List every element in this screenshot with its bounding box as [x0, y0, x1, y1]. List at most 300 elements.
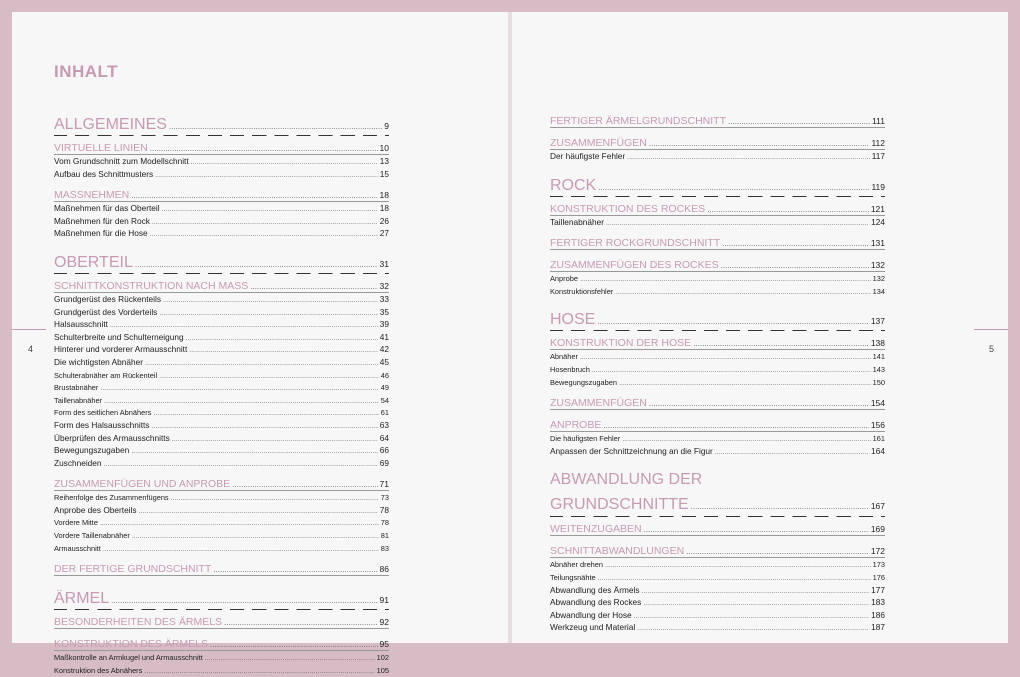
- section-rule: [550, 149, 885, 150]
- toc-entry-page: 78: [379, 504, 389, 515]
- toc-entry-page: 131: [870, 238, 885, 249]
- toc-leader-dots: [707, 205, 869, 214]
- toc-entry-title: Konstruktion des Abnähers: [54, 665, 143, 675]
- toc-leader-dots: [213, 565, 377, 574]
- toc-leader-dots: [135, 260, 378, 269]
- toc-entry-title: FERTIGER ROCKGRUNDSCHNITT: [550, 237, 721, 250]
- toc-entry-page: 143: [872, 364, 885, 374]
- toc-leader-dots: [100, 518, 379, 530]
- toc-entry[interactable]: [54, 332, 389, 345]
- toc-leader-dots: [603, 421, 868, 430]
- toc-leader-dots: [205, 653, 375, 665]
- toc-entry-title: Hinterer und vorderer Armausschnitt: [54, 344, 188, 355]
- toc-leader-dots: [643, 598, 869, 610]
- toc-entry[interactable]: [550, 286, 885, 299]
- toc-leader-dots: [131, 446, 378, 458]
- toc-entry-title: DER FERTIGE GRUNDSCHNITT: [54, 563, 212, 576]
- toc-entry-page: 187: [871, 622, 885, 633]
- toc-leader-dots: [191, 157, 378, 169]
- toc-entry-title: Vordere Mitte: [54, 518, 98, 528]
- toc-entry[interactable]: [54, 517, 389, 530]
- section-rule: [54, 292, 389, 293]
- toc-leader-dots: [592, 365, 871, 377]
- toc-entry-title: OBERTEIL: [54, 253, 133, 271]
- toc-entry[interactable]: [54, 228, 389, 241]
- toc-leader-dots: [104, 396, 379, 408]
- toc-leader-dots: [686, 547, 869, 556]
- toc-entry-page: 78: [380, 518, 389, 528]
- toc-leader-dots: [728, 117, 870, 126]
- toc-entry-page: 105: [376, 665, 389, 675]
- toc-entry-title: Vom Grundschnitt zum Modellschnitt: [54, 156, 189, 166]
- toc-entry-page: 45: [379, 356, 389, 367]
- chapter-dashed-rule: [54, 135, 389, 136]
- toc-entry[interactable]: [54, 492, 389, 505]
- toc-entry-page: 183: [871, 597, 885, 608]
- toc-entry-page: 54: [380, 395, 389, 405]
- toc-section[interactable]: [54, 478, 389, 490]
- toc-entry-page: 71: [379, 479, 389, 490]
- toc-section[interactable]: [54, 189, 389, 201]
- section-rule: [550, 431, 885, 432]
- toc-entry-page: 154: [870, 398, 885, 409]
- toc-leader-dots: [598, 183, 869, 192]
- toc-entry-title: KONSTRUKTION DES ROCKES: [550, 202, 706, 215]
- toc-entry-page: 35: [379, 306, 389, 317]
- toc-entry-page: 177: [871, 584, 885, 595]
- toc-entry[interactable]: [550, 597, 885, 610]
- toc-entry-title: Die wichtigsten Abnäher: [54, 356, 144, 367]
- page-number-right: 5: [989, 344, 995, 354]
- section-rule: [54, 628, 389, 629]
- toc-leader-dots: [162, 204, 378, 216]
- toc-leader-dots: [145, 358, 378, 370]
- toc-entry-page: 33: [379, 293, 389, 304]
- toc-leader-dots: [606, 218, 869, 230]
- toc-leader-dots: [155, 170, 378, 182]
- toc-section[interactable]: [54, 563, 389, 575]
- toc-entry-page: 164: [871, 445, 885, 456]
- toc-entry[interactable]: [550, 446, 885, 459]
- toc-section[interactable]: [550, 545, 885, 557]
- toc-entry-title: FERTIGER ÄRMELGRUNDSCHNITT: [550, 115, 726, 127]
- toc-entry-page: 161: [872, 434, 885, 444]
- section-rule: [550, 409, 885, 410]
- toc-entry-title: KONSTRUKTION DER HOSE: [550, 337, 692, 350]
- toc-leader-dots: [110, 320, 378, 332]
- toc-entry-title: Taillenabnäher: [54, 395, 103, 405]
- toc-entry-page: 41: [379, 331, 389, 342]
- toc-left-column: [54, 108, 389, 677]
- toc-chapter[interactable]: [54, 254, 389, 272]
- toc-entry-title: Abwandlung der Hose: [550, 609, 632, 620]
- toc-entry-page: 176: [872, 572, 885, 582]
- toc-entry-title: Zuschneiden: [54, 457, 102, 468]
- toc-leader-dots: [641, 586, 869, 598]
- chapter-dashed-rule: [550, 196, 885, 197]
- toc-entry-page: 73: [380, 493, 389, 503]
- toc-entry-title: Abwandlung des Rockes: [550, 597, 642, 608]
- toc-section[interactable]: [54, 616, 389, 628]
- toc-chapter[interactable]: [550, 471, 885, 488]
- toc-entry-page: 134: [872, 286, 885, 296]
- toc-section[interactable]: [550, 523, 885, 535]
- toc-chapter[interactable]: [54, 116, 389, 134]
- toc-leader-dots: [232, 480, 377, 489]
- left-page: [12, 12, 508, 675]
- toc-entry-title: Maßkontrolle an Armkugel und Armausschnitt: [54, 653, 203, 663]
- toc-entry-title: ZUSAMMENFÜGEN: [550, 397, 647, 410]
- toc-entry[interactable]: [54, 216, 389, 229]
- toc-entry-title: Überprüfen des Armausschnitts: [54, 432, 170, 443]
- section-rule: [550, 349, 885, 350]
- toc-entry-title: KONSTRUKTION DES ÄRMELS: [54, 638, 209, 651]
- chapter-dashed-rule: [550, 516, 885, 517]
- toc-entry-page: 121: [870, 203, 885, 214]
- toc-entry-page: 10: [379, 143, 389, 153]
- toc-gap: [550, 129, 885, 134]
- toc-entry[interactable]: [54, 395, 389, 408]
- toc-leader-dots: [139, 506, 378, 518]
- toc-leader-dots: [169, 122, 382, 131]
- toc-leader-dots: [189, 345, 377, 357]
- toc-chapter[interactable]: [550, 496, 885, 515]
- toc-entry-page: 141: [872, 352, 885, 362]
- toc-entry-page: 111: [872, 116, 885, 126]
- toc-entry-title: Reihenfolge des Zusammenfügens: [54, 493, 169, 503]
- toc-entry[interactable]: [54, 307, 389, 320]
- toc-entry-title: Grundgerüst des Vorderteils: [54, 306, 158, 317]
- toc-entry-title: ALLGEMEINES: [54, 116, 167, 133]
- toc-entry-page: 138: [870, 338, 885, 349]
- toc-entry-title: SCHNITTABWANDLUNGEN: [550, 545, 685, 558]
- toc-section[interactable]: [550, 259, 885, 271]
- toc-leader-dots: [619, 378, 871, 390]
- toc-leader-dots: [722, 239, 869, 248]
- toc-entry-page: 102: [376, 653, 389, 663]
- toc-entry-page: 18: [379, 190, 389, 201]
- toc-gap: [550, 458, 885, 463]
- toc-leader-dots: [159, 308, 377, 320]
- toc-right-column: [550, 112, 885, 635]
- toc-entry[interactable]: [54, 530, 389, 543]
- toc-entry-page: 63: [379, 419, 389, 430]
- toc-entry[interactable]: [54, 156, 389, 169]
- toc-leader-dots: [580, 352, 871, 364]
- toc-entry-page: 124: [871, 216, 885, 227]
- toc-chapter[interactable]: [550, 177, 885, 195]
- toc-entry-page: 92: [379, 617, 389, 628]
- toc-entry-page: 137: [870, 316, 885, 327]
- toc-gap: [550, 537, 885, 542]
- toc-leader-dots: [104, 459, 378, 471]
- toc-entry-title: Maßnehmen für den Rock: [54, 215, 150, 226]
- toc-entry-title: Bewegungszugaben: [54, 445, 130, 456]
- toc-entry-page: 86: [379, 564, 389, 575]
- chapter-dashed-rule: [54, 273, 389, 274]
- toc-entry[interactable]: [54, 543, 389, 556]
- toc-entry[interactable]: [54, 652, 389, 665]
- section-rule: [54, 650, 389, 651]
- toc-entry[interactable]: [54, 407, 389, 420]
- toc-gap: [550, 298, 885, 303]
- toc-leader-dots: [615, 287, 870, 299]
- toc-gap: [54, 470, 389, 475]
- toc-leader-dots: [605, 560, 871, 572]
- toc-entry-page: 26: [379, 215, 389, 226]
- toc-entry[interactable]: [54, 319, 389, 332]
- toc-entry-page: 32: [379, 280, 389, 291]
- toc-entry-page: 69: [379, 457, 389, 468]
- toc-entry[interactable]: [54, 505, 389, 518]
- page-number-line-left: [12, 329, 46, 330]
- toc-leader-dots: [634, 611, 870, 623]
- toc-leader-dots: [151, 421, 377, 433]
- page-number-left: 4: [28, 344, 34, 354]
- toc-entry-title: Halsausschnitt: [54, 319, 108, 330]
- toc-gap: [550, 229, 885, 234]
- toc-leader-dots: [649, 139, 870, 148]
- toc-entry[interactable]: [550, 622, 885, 635]
- toc-entry-page: 95: [379, 639, 389, 650]
- toc-entry[interactable]: [54, 344, 389, 357]
- toc-entry-page: 119: [871, 181, 885, 192]
- toc-leader-dots: [153, 408, 378, 420]
- toc-section[interactable]: [550, 337, 885, 349]
- toc-leader-dots: [622, 434, 870, 446]
- toc-entry-page: 39: [379, 319, 389, 330]
- toc-entry[interactable]: [54, 458, 389, 471]
- toc-entry-title: HOSE: [550, 311, 596, 329]
- toc-entry-title: Anprobe des Oberteils: [54, 504, 137, 515]
- toc-leader-dots: [152, 217, 378, 229]
- toc-entry[interactable]: [550, 433, 885, 446]
- toc-entry-title: Vordere Taillenabnäher: [54, 531, 130, 541]
- toc-leader-dots: [111, 596, 377, 605]
- toc-leader-dots: [163, 295, 378, 307]
- toc-entry-title: ANPROBE: [550, 419, 602, 432]
- toc-gap: [54, 181, 389, 186]
- toc-entry-title: Anprobe: [550, 274, 578, 284]
- toc-entry-page: 169: [870, 524, 885, 535]
- toc-entry-title: WEITENZUGABEN: [550, 523, 642, 536]
- toc-entry-title: Der häufigste Fehler: [550, 151, 626, 161]
- toc-entry-page: 91: [379, 595, 389, 606]
- toc-entry-title: Form des seitlichen Abnähers: [54, 408, 152, 418]
- chapter-dashed-rule: [550, 330, 885, 331]
- page-title: INHALT: [54, 62, 119, 81]
- toc-section[interactable]: [550, 237, 885, 249]
- toc-entry-page: 64: [379, 432, 389, 443]
- toc-entry[interactable]: [54, 294, 389, 307]
- toc-entry-title: Armausschnitt: [54, 543, 101, 553]
- right-page: [512, 12, 1008, 643]
- toc-leader-dots: [598, 573, 871, 585]
- toc-entry[interactable]: [54, 382, 389, 395]
- toc-section[interactable]: [550, 203, 885, 215]
- toc-entry-title: GRUNDSCHNITTE: [550, 496, 689, 514]
- toc-entry-page: 31: [379, 258, 389, 269]
- toc-entry[interactable]: [550, 151, 885, 164]
- toc-gap: [54, 555, 389, 560]
- toc-entry[interactable]: [54, 357, 389, 370]
- toc-entry-page: 81: [380, 531, 389, 541]
- toc-section[interactable]: [550, 419, 885, 431]
- section-rule: [54, 490, 389, 491]
- toc-entry-page: 9: [384, 121, 389, 131]
- toc-entry-title: Maßnehmen für die Hose: [54, 228, 148, 239]
- toc-entry-title: Werkzeug und Material: [550, 622, 636, 633]
- toc-gap: [54, 577, 389, 582]
- section-rule: [550, 249, 885, 250]
- toc-entry[interactable]: [550, 585, 885, 598]
- toc-entry[interactable]: [550, 377, 885, 390]
- toc-entry[interactable]: [550, 351, 885, 364]
- toc-entry-page: 61: [380, 408, 389, 418]
- toc-section[interactable]: [550, 137, 885, 149]
- toc-gap: [550, 164, 885, 169]
- toc-leader-dots: [150, 229, 378, 241]
- toc-leader-dots: [224, 618, 377, 627]
- toc-entry-title: ABWANDLUNG DER: [550, 471, 703, 489]
- toc-entry-page: 173: [872, 560, 885, 570]
- toc-entry[interactable]: [54, 169, 389, 182]
- toc-entry[interactable]: [54, 445, 389, 458]
- toc-leader-dots: [103, 544, 379, 556]
- toc-entry[interactable]: [550, 217, 885, 230]
- toc-section[interactable]: [54, 638, 389, 650]
- toc-leader-dots: [644, 525, 869, 534]
- toc-gap: [550, 251, 885, 256]
- toc-leader-dots: [649, 399, 869, 408]
- toc-entry-page: 66: [379, 445, 389, 456]
- section-rule: [550, 271, 885, 272]
- toc-section[interactable]: [550, 397, 885, 409]
- toc-entry-title: ZUSAMMENFÜGEN UND ANPROBE: [54, 478, 231, 491]
- toc-entry-page: 42: [379, 344, 389, 355]
- toc-gap: [54, 630, 389, 635]
- toc-leader-dots: [637, 623, 869, 635]
- toc-entry-page: 46: [380, 370, 389, 380]
- toc-entry-page: 83: [380, 543, 389, 553]
- toc-entry[interactable]: [54, 665, 389, 677]
- toc-entry-title: ÄRMEL: [54, 590, 110, 608]
- toc-leader-dots: [172, 434, 378, 446]
- toc-leader-dots: [721, 261, 869, 270]
- toc-chapter[interactable]: [550, 311, 885, 329]
- toc-gap: [54, 241, 389, 246]
- section-rule: [550, 215, 885, 216]
- page-number-line-right: [974, 329, 1008, 330]
- toc-entry-title: Abwandlung des Ärmels: [550, 584, 640, 595]
- toc-entry-page: 150: [872, 377, 885, 387]
- toc-entry-title: Aufbau des Schnittmusters: [54, 168, 154, 179]
- toc-entry-title: ZUSAMMENFÜGEN: [550, 137, 647, 149]
- chapter-dashed-rule: [54, 609, 389, 610]
- toc-leader-dots: [597, 317, 868, 326]
- section-rule: [54, 154, 389, 155]
- toc-leader-dots: [693, 339, 869, 348]
- toc-leader-dots: [715, 447, 869, 459]
- toc-section[interactable]: [54, 142, 389, 154]
- toc-entry-title: ROCK: [550, 176, 597, 194]
- section-rule: [54, 575, 389, 576]
- toc-section[interactable]: [550, 115, 885, 127]
- toc-entry-title: Abnäher drehen: [550, 560, 604, 570]
- toc-entry-page: 15: [379, 168, 389, 179]
- toc-entry[interactable]: [54, 420, 389, 433]
- toc-entry-title: Maßnehmen für das Oberteil: [54, 203, 160, 214]
- toc-entry-title: Taillenabnäher: [550, 216, 604, 227]
- toc-leader-dots: [159, 371, 379, 383]
- section-rule: [550, 557, 885, 558]
- toc-entry-title: Teilungsnähte: [550, 572, 596, 582]
- toc-entry[interactable]: [550, 273, 885, 286]
- toc-entry-page: 18: [379, 203, 389, 214]
- toc-entry-page: 132: [872, 274, 885, 284]
- section-rule: [54, 201, 389, 202]
- toc-entry-title: Die häufigsten Fehler: [550, 434, 621, 444]
- toc-leader-dots: [132, 531, 379, 543]
- toc-entry-title: MASSNEHMEN: [54, 189, 130, 202]
- toc-entry[interactable]: [54, 370, 389, 383]
- toc-leader-dots: [210, 640, 378, 649]
- toc-entry[interactable]: [54, 203, 389, 216]
- toc-leader-dots: [131, 191, 377, 200]
- toc-entry[interactable]: [550, 572, 885, 585]
- toc-leader-dots: [580, 274, 871, 286]
- toc-entry-title: Brustabnäher: [54, 383, 99, 393]
- toc-leader-dots: [627, 152, 870, 164]
- toc-entry-title: Hosenbruch: [550, 364, 590, 374]
- toc-entry-title: ZUSAMMENFÜGEN DES ROCKES: [550, 259, 719, 272]
- toc-entry-page: 27: [379, 228, 389, 239]
- toc-leader-dots: [186, 333, 378, 345]
- toc-gap: [550, 389, 885, 394]
- toc-entry-title: Form des Halsausschnitts: [54, 419, 150, 430]
- toc-entry-title: VIRTUELLE LINIEN: [54, 142, 148, 154]
- toc-entry[interactable]: [550, 364, 885, 377]
- toc-entry-title: Bewegungszugaben: [550, 377, 617, 387]
- toc-leader-dots: [691, 498, 869, 515]
- toc-entry-title: Anpassen der Schnittzeichnung an die Figur: [550, 445, 713, 456]
- toc-entry-page: 112: [871, 138, 885, 148]
- toc-entry-title: BESONDERHEITEN DES ÄRMELS: [54, 616, 223, 629]
- toc-leader-dots: [250, 282, 377, 291]
- toc-entry-page: 172: [870, 546, 885, 557]
- toc-entry-title: Grundgerüst des Rückenteils: [54, 293, 161, 304]
- toc-entry-page: 132: [870, 260, 885, 271]
- toc-section[interactable]: [54, 280, 389, 292]
- toc-leader-dots: [150, 144, 378, 153]
- toc-gap: [550, 411, 885, 416]
- toc-leader-dots: [144, 666, 374, 677]
- toc-entry-page: 49: [380, 383, 389, 393]
- toc-entry-page: 167: [870, 501, 885, 512]
- toc-entry[interactable]: [550, 559, 885, 572]
- toc-chapter[interactable]: [54, 590, 389, 608]
- toc-entry[interactable]: [550, 610, 885, 623]
- toc-entry-page: 156: [870, 420, 885, 431]
- toc-entry-page: 13: [379, 156, 389, 166]
- toc-entry[interactable]: [54, 433, 389, 446]
- toc-entry-title: Abnäher: [550, 352, 578, 362]
- section-rule: [550, 127, 885, 128]
- toc-entry-title: Schulterabnäher am Rückenteil: [54, 370, 158, 380]
- toc-leader-dots: [171, 493, 379, 505]
- section-rule: [550, 535, 885, 536]
- toc-entry-title: Schulterbreite und Schulterneigung: [54, 331, 184, 342]
